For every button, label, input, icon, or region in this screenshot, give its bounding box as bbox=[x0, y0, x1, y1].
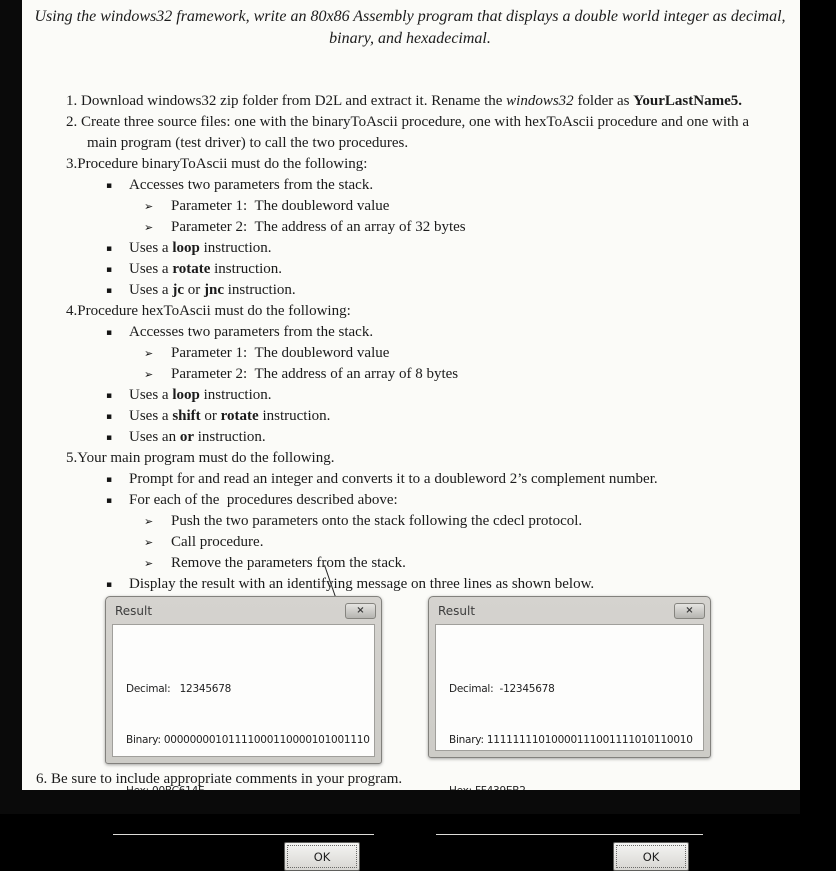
instruction-text: 5.Your main program must do the following. bbox=[66, 450, 335, 466]
list-marker-icon: ➢ bbox=[144, 221, 154, 234]
result-dialog bbox=[428, 596, 711, 864]
instruction-text: Parameter 2: The address of an array of 32 bytes bbox=[171, 219, 466, 235]
list-marker-icon: ▪ bbox=[106, 327, 113, 338]
list-marker-icon: ▪ bbox=[106, 495, 113, 506]
instruction-text: Uses a rotate instruction. bbox=[129, 261, 283, 277]
decimal-line: Decimal: 12345678 bbox=[126, 683, 232, 695]
assignment-title-line2: binary, and hexadecimal. bbox=[329, 30, 491, 47]
dialog-title: Result bbox=[115, 603, 153, 618]
dialog-footer bbox=[113, 834, 374, 864]
instruction-text: Display the result with an identifying message on three lines as shown below. bbox=[129, 576, 595, 592]
list-marker-icon: ▪ bbox=[106, 180, 113, 191]
list-marker-icon: ▪ bbox=[106, 243, 113, 254]
instruction-text: Parameter 1: The doubleword value bbox=[171, 198, 390, 214]
list-marker-icon: ➢ bbox=[144, 347, 154, 360]
instruction-text: Accesses two parameters from the stack. bbox=[129, 324, 374, 340]
instruction-text: Call procedure. bbox=[171, 534, 264, 550]
close-icon: × bbox=[356, 605, 365, 616]
list-marker-icon: ▪ bbox=[106, 579, 113, 590]
ok-button[interactable] bbox=[613, 842, 689, 871]
list-marker-icon: ▪ bbox=[106, 432, 113, 443]
list-marker-icon: ▪ bbox=[106, 285, 113, 296]
instruction-text: Prompt for and read an integer and converts it to a doubleword 2’s complement number. bbox=[129, 471, 658, 487]
instruction-list bbox=[0, 70, 800, 592]
list-marker-icon: ▪ bbox=[106, 390, 113, 401]
dialog-footer bbox=[436, 834, 703, 864]
list-marker-icon: ➢ bbox=[144, 515, 154, 528]
instruction-text: 3.Procedure binaryToAscii must do the following: bbox=[66, 156, 368, 172]
assignment-title-line1: Using the windows32 framework, write an 80x86 Assembly program that displays a double world integer as decimal, bbox=[34, 8, 786, 25]
instruction-text: 4.Procedure hexToAscii must do the following: bbox=[66, 303, 351, 319]
close-button[interactable] bbox=[674, 603, 705, 619]
list-marker-icon: ➢ bbox=[144, 536, 154, 549]
instruction-text: Uses an or instruction. bbox=[129, 429, 266, 445]
close-button[interactable] bbox=[345, 603, 376, 619]
instruction-text: For each of the procedures described above: bbox=[129, 492, 398, 508]
list-marker-icon: ➢ bbox=[144, 368, 154, 381]
dialog-titlebar bbox=[106, 597, 381, 624]
ok-label: OK bbox=[287, 845, 357, 868]
list-marker-icon: ▪ bbox=[106, 411, 113, 422]
binary-line: Binary: 00000000101111000110000101001110 bbox=[126, 734, 370, 746]
decimal-line: Decimal: -12345678 bbox=[449, 683, 555, 695]
instruction-text: Uses a shift or rotate instruction. bbox=[129, 408, 331, 424]
instruction-text: 2. Create three source files: one with the binaryToAscii procedure, one with hexToAscii procedure and one with a bbox=[66, 114, 750, 130]
dialog-titlebar bbox=[429, 597, 710, 624]
instruction-text: Uses a loop instruction. bbox=[129, 387, 272, 403]
instruction-text: 1. Download windows32 zip folder from D2L and extract it. Rename the windows32 folder as YourLastName5. bbox=[66, 93, 742, 109]
close-icon: × bbox=[685, 605, 694, 616]
scan-bottom-black-bar bbox=[0, 790, 800, 814]
instruction-text: Push the two parameters onto the stack following the cdecl protocol. bbox=[171, 513, 583, 529]
assignment-title bbox=[22, 6, 798, 50]
instruction-text: Parameter 2: The address of an array of 8 bytes bbox=[171, 366, 459, 382]
dialog-inner-panel bbox=[435, 624, 704, 864]
list-marker-icon: ▪ bbox=[106, 264, 113, 275]
instruction-line bbox=[0, 70, 800, 109]
ok-label: OK bbox=[616, 845, 686, 868]
instruction-text: Parameter 1: The doubleword value bbox=[171, 345, 390, 361]
footer-note: 6. Be sure to include appropriate comments in your program. bbox=[36, 771, 403, 787]
instruction-text: Uses a jc or jnc instruction. bbox=[129, 282, 296, 298]
ok-button[interactable] bbox=[284, 842, 360, 871]
instruction-text: Uses a loop instruction. bbox=[129, 240, 272, 256]
instruction-text: Accesses two parameters from the stack. bbox=[129, 177, 374, 193]
binary-line: Binary: 11111111010000111001111010110010 bbox=[449, 734, 693, 746]
list-marker-icon: ▪ bbox=[106, 474, 113, 485]
list-marker-icon: ➢ bbox=[144, 200, 154, 213]
instruction-text: main program (test driver) to call the two procedures. bbox=[87, 135, 409, 151]
list-marker-icon: ➢ bbox=[144, 557, 154, 570]
dialog-title: Result bbox=[438, 603, 476, 618]
instruction-text: Remove the parameters from the stack. bbox=[171, 555, 406, 571]
